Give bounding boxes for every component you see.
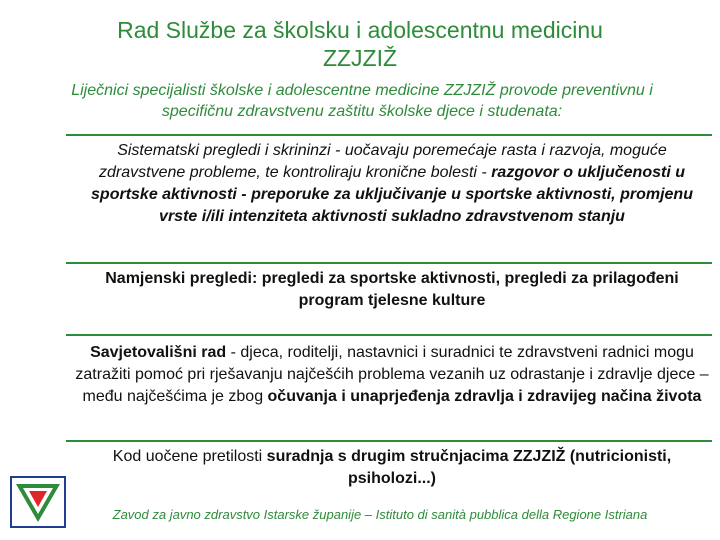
block-1-lead: Sistematski pregledi i skrininzi: [117, 142, 331, 159]
divider-2: [66, 262, 712, 264]
block-1-text: - uočavaju poremećaje rasta i razvoja, moguće zdravstvene probleme, te kontroliraju kronične bolesti -: [99, 142, 667, 181]
block-3-bold: očuvanja i unaprjeđenja zdravlja i zdravijeg načina života: [267, 388, 702, 405]
block-systematic-exams: [74, 140, 710, 228]
intro-text: Liječnici specijalisti školske i adolescentne medicine ZZJZIŽ provode preventivnu i specifičnu zdravstvenu zaštitu školske djece i studenata:: [71, 82, 653, 120]
divider-1: [66, 134, 712, 136]
block-2-text: Namjenski pregledi: pregledi za sportske aktivnosti, pregledi za prilagođeni program tjelesne kulture: [105, 270, 679, 309]
divider-3: [66, 334, 712, 336]
footer-institution: Zavod za javno zdravstvo Istarske županije – Istituto di sanità pubblica della Regione Istriana: [112, 507, 648, 522]
block-3-lead: Savjetovališni rad: [90, 344, 227, 361]
block-4-bold: suradnja s drugim stručnjacima ZZJZIŽ (nutricionisti, psiholozi...): [266, 448, 672, 487]
institute-logo-icon: [10, 476, 66, 528]
title-line-1: Rad Službe za školsku i adolescentnu medicinu: [117, 17, 603, 43]
block-counseling: [74, 342, 710, 408]
block-obesity-cooperation: [74, 446, 710, 490]
block-1-bold: razgovor o uključenosti u sportske aktivnosti - preporuke za uključivanje u sportske aktivnosti, promjenu vrste i/ili intenziteta aktivnosti sukladno zdravstvenom stanju: [91, 164, 693, 225]
title-line-2: ZZJZIŽ: [322, 45, 398, 71]
block-4-text: Kod uočene pretilosti: [112, 448, 267, 465]
block-targeted-exams: [74, 268, 710, 312]
page-title: [40, 16, 680, 72]
divider-4: [66, 440, 712, 442]
block-3-text: - djeca, roditelji, nastavnici i suradnici te zdravstveni radnici mogu zatražiti pomoć pri rješavanju najčešćih problema vezanih uz odrastanje i zdravlje djece – među najčešćima je zbog: [75, 344, 709, 405]
